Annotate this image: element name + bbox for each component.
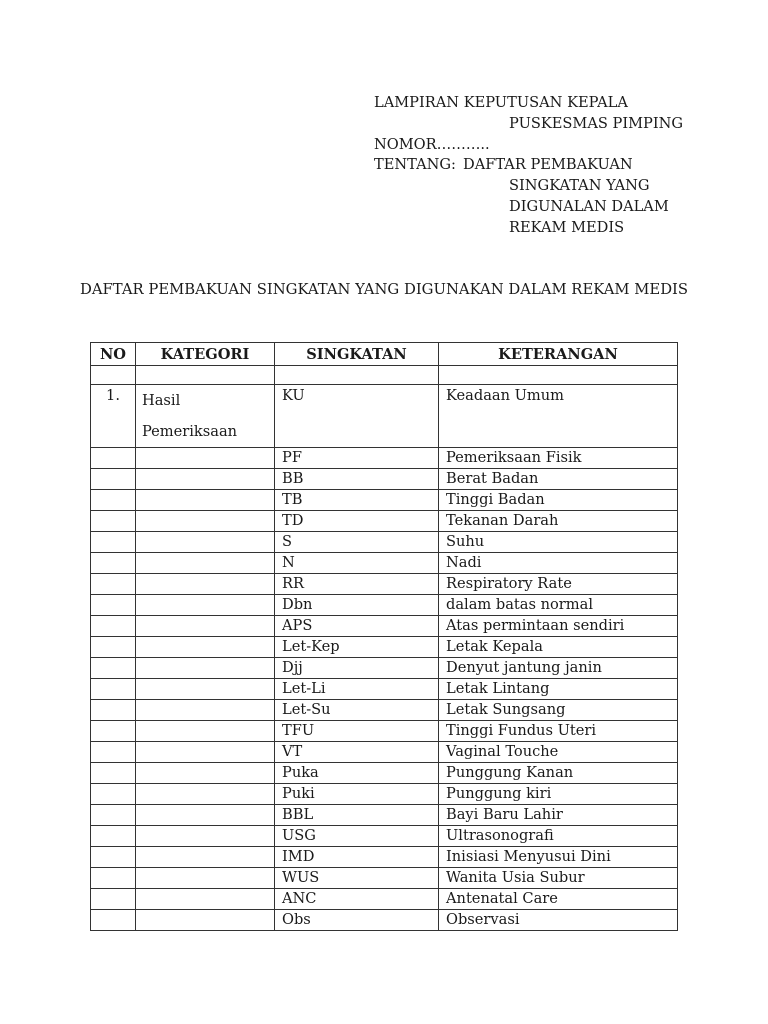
table-header-row	[91, 343, 678, 366]
cell-kategori	[136, 553, 275, 574]
cell-keterangan: Letak Lintang	[439, 679, 678, 700]
tentang-value-4: REKAM MEDIS	[509, 218, 625, 236]
cell-singkatan: TFU	[275, 721, 439, 742]
cell-kategori	[136, 385, 275, 448]
cell-keterangan: Tekanan Darah	[439, 511, 678, 532]
cell-keterangan: Keadaan Umum	[439, 385, 678, 448]
cell-no	[91, 868, 136, 889]
cell-no	[91, 553, 136, 574]
cell-singkatan: S	[275, 532, 439, 553]
cell-no	[91, 826, 136, 847]
table-row	[91, 658, 678, 679]
cell-no	[91, 490, 136, 511]
cell-no	[91, 889, 136, 910]
table-row	[91, 742, 678, 763]
cell-kategori	[136, 868, 275, 889]
document-header	[374, 93, 683, 239]
cell-singkatan: BB	[275, 469, 439, 490]
cell-kategori	[136, 490, 275, 511]
cell-no	[91, 532, 136, 553]
cell-no	[91, 511, 136, 532]
table-row	[91, 868, 678, 889]
table-row	[91, 805, 678, 826]
cell-kategori	[136, 742, 275, 763]
header-line-tentang	[374, 155, 683, 176]
tentang-value-3: DIGUNALAN DALAM	[509, 197, 669, 215]
cell-kategori	[136, 721, 275, 742]
cell-kategori	[136, 826, 275, 847]
cell-kategori	[136, 847, 275, 868]
cell-keterangan: Pemeriksaan Fisik	[439, 448, 678, 469]
cell-singkatan: Puki	[275, 784, 439, 805]
column-header-kategori: KATEGORI	[136, 343, 275, 366]
cell-kategori	[136, 910, 275, 931]
cell-kategori	[136, 616, 275, 637]
table-row	[91, 826, 678, 847]
cell-keterangan: Vaginal Touche	[439, 742, 678, 763]
header-line-lampiran: LAMPIRAN KEPUTUSAN KEPALA	[374, 94, 628, 111]
cell-singkatan: Let-Li	[275, 679, 439, 700]
cell-kategori	[136, 448, 275, 469]
cell-singkatan: TB	[275, 490, 439, 511]
cell-no	[91, 658, 136, 679]
cell-keterangan: Ultrasonografi	[439, 826, 678, 847]
tentang-label: TENTANG:	[374, 156, 456, 174]
cell-no	[91, 679, 136, 700]
table-row	[91, 616, 678, 637]
cell-singkatan: Let-Su	[275, 700, 439, 721]
cell-no	[91, 910, 136, 931]
table-row	[91, 700, 678, 721]
cell-keterangan: Letak Sungsang	[439, 700, 678, 721]
header-line-nomor: NOMOR………..	[374, 135, 490, 153]
table-row	[91, 910, 678, 931]
cell-keterangan: Respiratory Rate	[439, 574, 678, 595]
cell-singkatan: WUS	[275, 868, 439, 889]
kategori-line-1: Hasil	[142, 392, 181, 409]
tentang-value-2: SINGKATAN YANG	[509, 177, 650, 195]
cell-no	[91, 784, 136, 805]
cell-kategori	[136, 679, 275, 700]
cell-singkatan: Obs	[275, 910, 439, 931]
cell-no	[91, 805, 136, 826]
cell-singkatan: PF	[275, 448, 439, 469]
cell-no	[91, 721, 136, 742]
table-row	[91, 385, 678, 448]
cell-kategori	[136, 511, 275, 532]
cell-no: 1.	[91, 385, 136, 448]
cell-keterangan: Letak Kepala	[439, 637, 678, 658]
tentang-value-1: DAFTAR PEMBAKUAN	[463, 156, 633, 174]
table-row	[91, 574, 678, 595]
cell-no	[91, 700, 136, 721]
cell-kategori	[136, 658, 275, 679]
table-row	[91, 784, 678, 805]
cell-singkatan: Let-Kep	[275, 637, 439, 658]
table-row	[91, 553, 678, 574]
table-row	[91, 490, 678, 511]
cell-keterangan: Inisiasi Menyusui Dini	[439, 847, 678, 868]
document-title: DAFTAR PEMBAKUAN SINGKATAN YANG DIGUNAKAN DALAM REKAM MEDIS	[79, 281, 689, 298]
cell-no	[91, 448, 136, 469]
table-empty-row	[91, 366, 678, 385]
cell-no	[91, 595, 136, 616]
cell-kategori	[136, 889, 275, 910]
table-row	[91, 763, 678, 784]
table-row	[91, 679, 678, 700]
cell-no	[91, 616, 136, 637]
cell-singkatan: TD	[275, 511, 439, 532]
column-header-singkatan: SINGKATAN	[275, 343, 439, 366]
table-row	[91, 469, 678, 490]
cell-singkatan: RR	[275, 574, 439, 595]
cell-keterangan: Denyut jantung janin	[439, 658, 678, 679]
cell-keterangan: Punggung kiri	[439, 784, 678, 805]
table-row	[91, 448, 678, 469]
kategori-line-2: Pemeriksaan	[142, 423, 238, 440]
cell-keterangan: Tinggi Badan	[439, 490, 678, 511]
table-row	[91, 595, 678, 616]
cell-no	[91, 574, 136, 595]
cell-singkatan: APS	[275, 616, 439, 637]
table-row	[91, 637, 678, 658]
cell-kategori	[136, 784, 275, 805]
table-row	[91, 532, 678, 553]
cell-singkatan: IMD	[275, 847, 439, 868]
header-line-puskesmas: PUSKESMAS PIMPING	[509, 114, 684, 132]
cell-kategori	[136, 700, 275, 721]
cell-keterangan: Suhu	[439, 532, 678, 553]
cell-singkatan: KU	[275, 385, 439, 448]
cell-kategori	[136, 469, 275, 490]
cell-keterangan: Observasi	[439, 910, 678, 931]
column-header-keterangan: KETERANGAN	[439, 343, 678, 366]
cell-no	[91, 847, 136, 868]
table-row	[91, 721, 678, 742]
cell-keterangan: Nadi	[439, 553, 678, 574]
cell-no	[91, 637, 136, 658]
cell-singkatan: N	[275, 553, 439, 574]
cell-kategori	[136, 595, 275, 616]
table-row	[91, 847, 678, 868]
table-row	[91, 511, 678, 532]
column-header-no: NO	[91, 343, 136, 366]
cell-singkatan: BBL	[275, 805, 439, 826]
table-row	[91, 889, 678, 910]
cell-singkatan: ANC	[275, 889, 439, 910]
cell-no	[91, 763, 136, 784]
cell-no	[91, 469, 136, 490]
cell-keterangan: Berat Badan	[439, 469, 678, 490]
cell-keterangan: Bayi Baru Lahir	[439, 805, 678, 826]
cell-kategori	[136, 763, 275, 784]
cell-singkatan: Dbn	[275, 595, 439, 616]
cell-keterangan: Wanita Usia Subur	[439, 868, 678, 889]
abbreviation-table	[90, 342, 678, 931]
cell-keterangan: Tinggi Fundus Uteri	[439, 721, 678, 742]
cell-singkatan: USG	[275, 826, 439, 847]
cell-keterangan: Antenatal Care	[439, 889, 678, 910]
cell-singkatan: Puka	[275, 763, 439, 784]
cell-keterangan: Punggung Kanan	[439, 763, 678, 784]
cell-keterangan: Atas permintaan sendiri	[439, 616, 678, 637]
cell-kategori	[136, 574, 275, 595]
cell-kategori	[136, 805, 275, 826]
cell-singkatan: Djj	[275, 658, 439, 679]
cell-kategori	[136, 637, 275, 658]
cell-no	[91, 742, 136, 763]
cell-kategori	[136, 532, 275, 553]
cell-keterangan: dalam batas normal	[439, 595, 678, 616]
cell-singkatan: VT	[275, 742, 439, 763]
